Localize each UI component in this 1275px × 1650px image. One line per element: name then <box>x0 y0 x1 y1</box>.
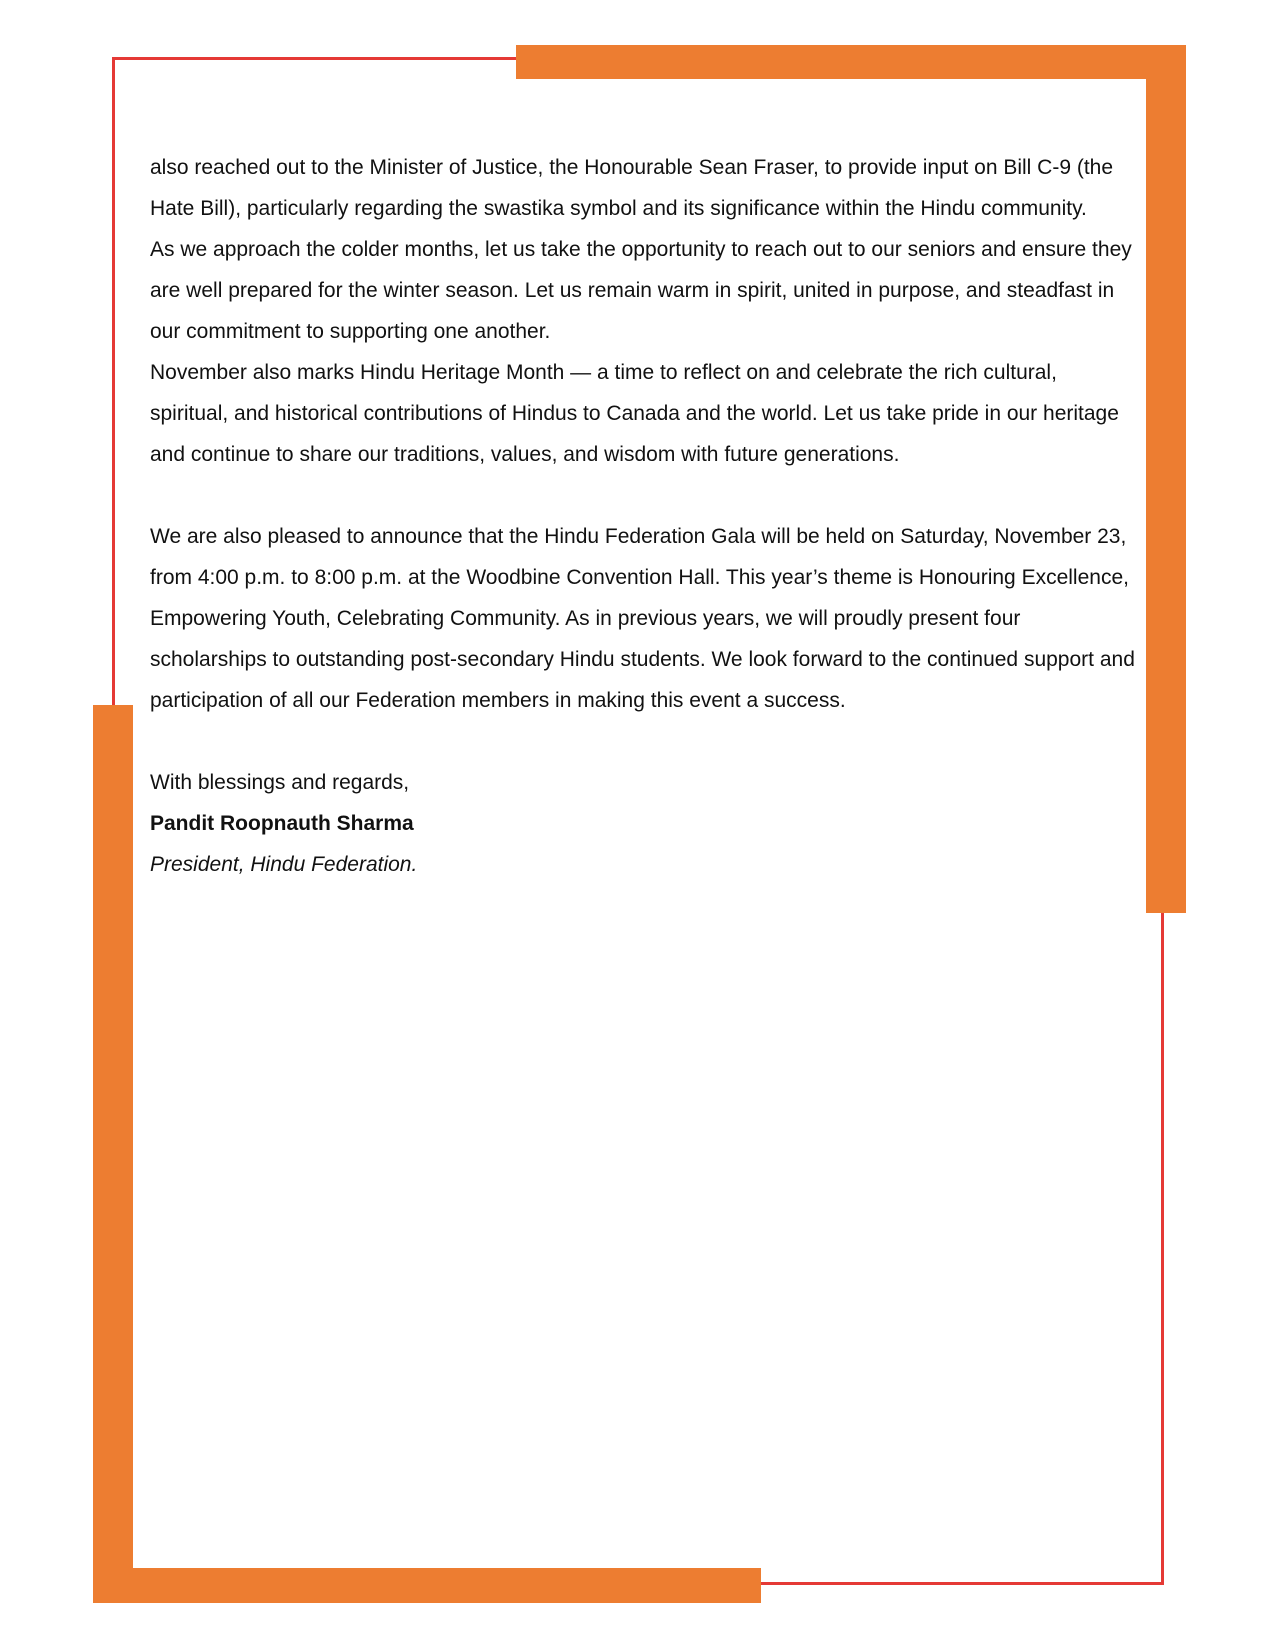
paragraph-gala-announcement: We are also pleased to announce that the Hindu Federation Gala will be held on Saturday, November 23, from 4:00 p.m. to 8:00 p.m. at the Woodbine Convention Hall. This year’s theme is Honouring Excellence, Empowering Youth, Celebrating Community. As in previous years, we will proudly present four scholarships to outstanding post-secondary Hindu students. We look forward to the continued support and participation of all our Federation members in making this event a success. <box>150 525 1135 712</box>
letter-body <box>150 147 1140 885</box>
closing-line: With blessings and regards, <box>150 771 410 794</box>
paragraph-winter-seniors: As we approach the colder months, let us take the opportunity to reach out to our seniors and ensure they are well prepared for the winter season. Let us remain warm in spirit, united in purpose, and steadfast in our commitment to supporting one another. <box>150 238 1132 343</box>
paragraph-spacer <box>150 475 1140 516</box>
orange-left-bar <box>93 705 133 1603</box>
orange-right-bar <box>1146 45 1186 913</box>
orange-bottom-bar <box>93 1568 761 1603</box>
signer-title: President, Hindu Federation. <box>150 853 418 876</box>
paragraph-spacer <box>150 721 1140 762</box>
signer-name: Pandit Roopnauth Sharma <box>150 812 414 835</box>
paragraph-bill-c9: also reached out to the Minister of Justice, the Honourable Sean Fraser, to provide input on Bill C-9 (the Hate Bill), particularly regarding the swastika symbol and its significance within the Hindu community. <box>150 156 1114 220</box>
paragraph-heritage-month: November also marks Hindu Heritage Month — a time to reflect on and celebrate the rich cultural, spiritual, and historical contributions of Hindus to Canada and the world. Let us take pride in our heritage and continue to share our traditions, values, and wisdom with future generations. <box>150 361 1119 466</box>
orange-top-bar <box>516 45 1186 79</box>
